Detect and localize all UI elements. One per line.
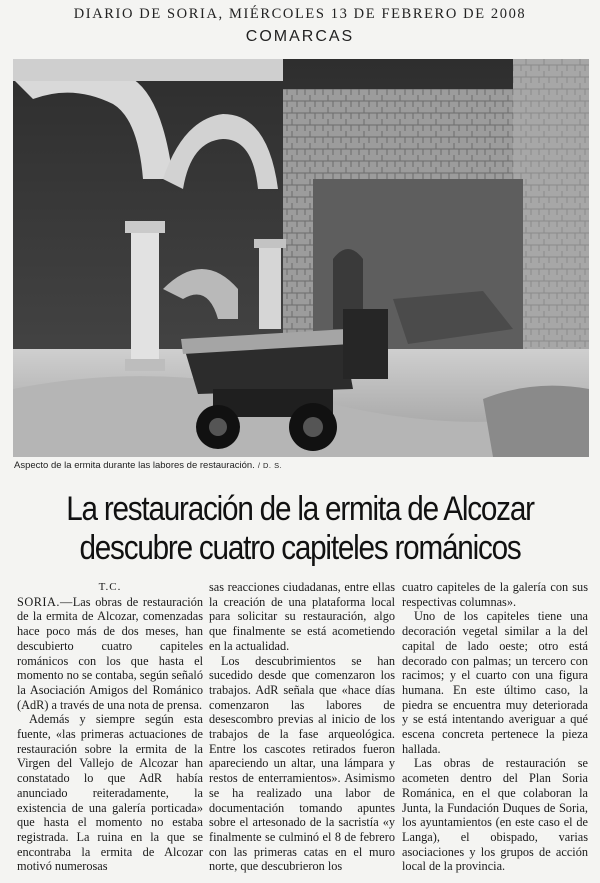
paragraph: cuatro capiteles de la galería con sus respectivas columnas». xyxy=(402,580,588,609)
photo-credit: / D. S. xyxy=(257,461,283,470)
section-title: COMARCAS xyxy=(245,28,355,45)
byline: T.C. xyxy=(98,581,122,593)
paragraph: Además y siempre según esta fuente, «las primeras actuaciones de restauración sobre la ermita de la Virgen del Vallejo de Alcozar han constatado lo que AdR había anunciado reiteradamente, la existencia de una galería porticada» que hasta el momento no estaba registrada. La ruina en la que se encontraba la ermita de Alcozar motivó numerosas xyxy=(17,712,203,874)
masthead-dateline: DIARIO DE SORIA, MIÉRCOLES 13 DE FEBRERO DE 2008 xyxy=(73,6,527,22)
headline-line-1: La restauración de la ermita de Alcozar xyxy=(66,490,534,528)
column-1 xyxy=(17,580,203,874)
headline-line-2: descubre cuatro capiteles románicos xyxy=(79,529,521,567)
paragraph: sas reacciones ciudadanas, entre ellas la creación de una plataforma local para solicitar su restauración, algo que finalmente se está acometiendo en la actualidad. xyxy=(209,580,395,653)
paragraph: Las obras de restauración se acometen dentro del Plan Soria Románica, en el que colaboran la Junta, la Fundación Duques de Soria, los ayuntamientos (en este caso el de Langa), el obispado, varias asociaciones y los grupos de acción local de la provincia. xyxy=(402,756,588,874)
paragraph: Los descubrimientos se han sucedido desde que comenzaron los trabajos. AdR señala que «hace días comenzaron las labores de desescombro previas al inicio de los trabajos de la fase arqueológica. Entre los cascotes retirados fueron apareciendo un altar, una lámpara y restos de enterramientos». Asimismo se ha realizado una labor de documentación tomando apuntes sobre el artesonado de la sacristía «y finalmente se culminó el 8 de febrero con las primeras catas en el muro norte, que descubrieron los xyxy=(209,653,395,874)
paragraph-text: Las obras de restauración de la ermita de Alcozar, comenzadas hace poco más de dos meses, han descubierto cuatro capiteles románicos con los que hasta el momento no se contaba, según señaló la Asociación Amigos del Románico (AdR) a través de una nota de prensa. xyxy=(17,594,203,712)
caption-text: Aspecto de la ermita durante las labores de restauración. xyxy=(14,460,255,471)
photo-caption xyxy=(14,460,590,471)
article-photo xyxy=(13,59,589,457)
ruined-hermitage-photo xyxy=(13,59,589,457)
paragraph xyxy=(17,595,203,713)
paragraph: Uno de los capiteles tiene una decoración vegetal similar a la del capital de lado oeste; otro está decorado con palmas; un tercero con racimos; y el cuarto con una figura humana. En este último caso, la piedra se encuentra muy deteriorada y se está intentando averiguar a qué escena concreta pertenece la pieza hallada. xyxy=(402,609,588,756)
dateline-place: SORIA.— xyxy=(17,594,73,609)
column-3 xyxy=(402,580,588,874)
article-headline xyxy=(42,490,558,568)
column-2 xyxy=(209,580,395,874)
